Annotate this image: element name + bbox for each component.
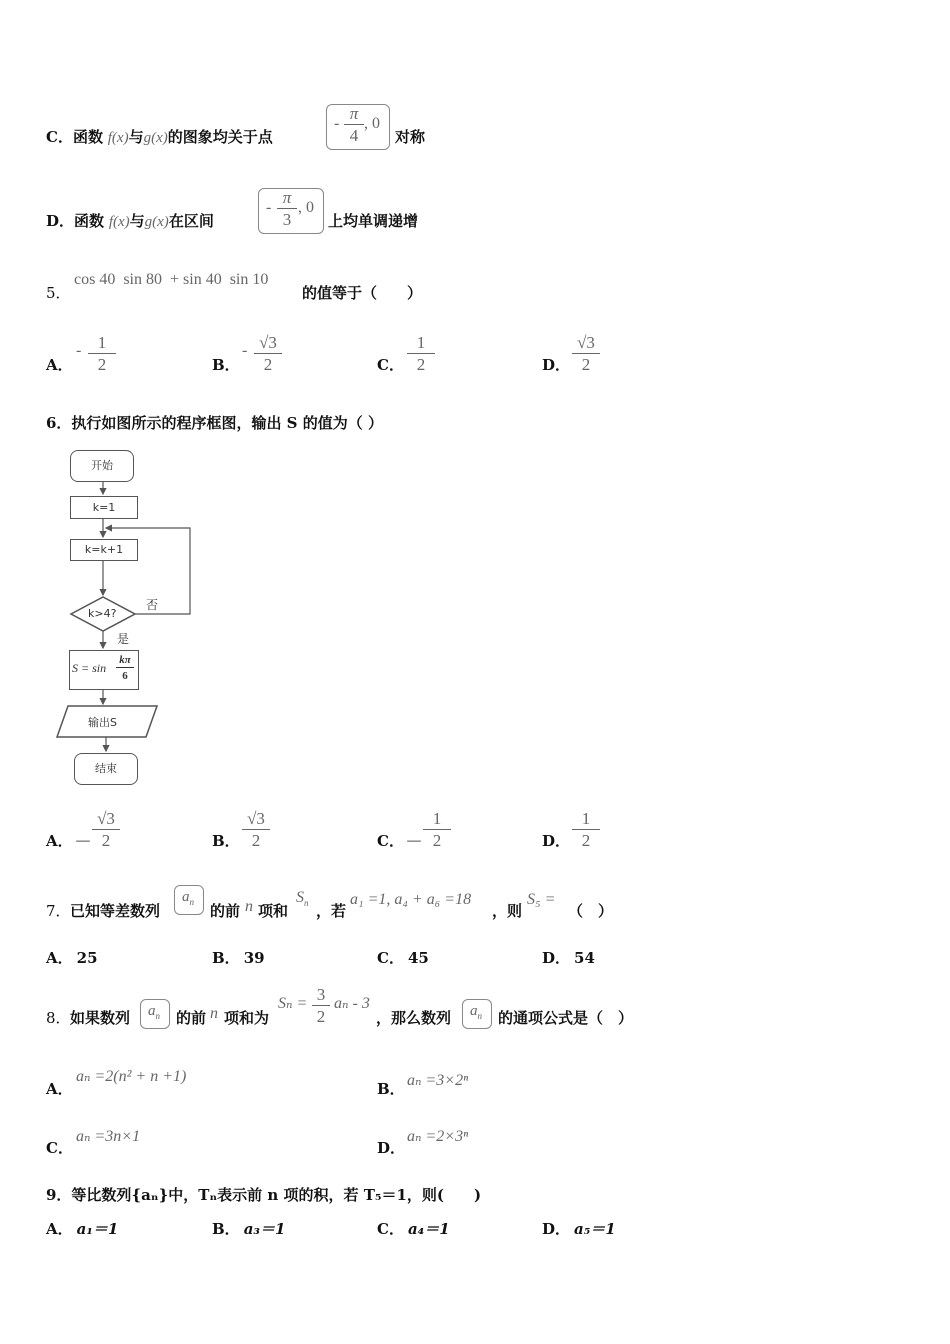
q6-option-sign: － — [74, 832, 92, 853]
flow-increment: k=k+1 — [70, 539, 138, 561]
q4-option-c: C．函数 f(x)与g(x)的图象均关于点 — [46, 128, 273, 146]
q5-option-sign: - — [242, 342, 248, 359]
q8-option-expr: aₙ =2(n² + n +1) — [76, 1068, 187, 1085]
q6-option-label: C． — [377, 832, 404, 850]
q7-text3: 项和 — [258, 902, 289, 920]
flow-output: 输出S — [88, 716, 117, 729]
q5-option-fraction: $\frac{√3}{2}$ — [254, 333, 282, 376]
q5-option-label: A． — [46, 356, 73, 374]
q8-text5: 的通项公式是（ ） — [498, 1009, 634, 1027]
q8-option-label: B． — [377, 1080, 405, 1098]
q4d-frac: $\frac{\pi}{3}$ — [277, 188, 297, 231]
flow-no-label: 否 — [146, 598, 159, 612]
q7-option: B． 39 — [212, 949, 265, 967]
flow-init: k=1 — [70, 496, 138, 519]
q7-number: 7． — [46, 902, 71, 920]
q5-tail: 的值等于（ ） — [302, 284, 423, 302]
q8-text2: 的前 — [176, 1009, 207, 1027]
q4c-frac: $\frac{\pi}{4}$ — [344, 104, 364, 147]
q7-option: C． 45 — [377, 949, 429, 967]
q7-n: n — [245, 898, 253, 915]
q8-Sn: Sₙ = — [278, 995, 308, 1012]
q8-seq-2: $a_n$ — [470, 1003, 482, 1021]
flow-yes-label: 是 — [117, 632, 130, 646]
q7-Sn: $S_n$ — [296, 889, 309, 909]
q8-seq: $a_n$ — [148, 1003, 160, 1021]
q6-option-label: D． — [542, 832, 571, 850]
q6-option-label: B． — [212, 832, 240, 850]
q5-expression: cos 40 sin 80 + sin 40 sin 10 — [74, 271, 269, 288]
q7-condition: a₁ =1, a₄ + a₆ =18 — [350, 891, 472, 908]
q4d-rest: , 0 — [298, 199, 314, 216]
q4-option-d: D．函数 f(x)与g(x)在区间 — [46, 212, 214, 230]
q8-option-label: C． — [46, 1139, 73, 1157]
flow-assign: S = sin kπ 6 — [69, 650, 139, 690]
q5-option-label: D． — [542, 356, 571, 374]
q7-text2: 的前 — [210, 902, 241, 920]
q8-option-expr: aₙ =2×3ⁿ — [407, 1128, 469, 1145]
q8-n: n — [210, 1005, 218, 1022]
q8-text3: 项和为 — [224, 1009, 270, 1027]
q4d-tail: 上均单调递增 — [328, 212, 419, 230]
q8-text1: 如果数列 — [70, 1009, 131, 1027]
q8-number: 8． — [46, 1009, 71, 1027]
q4c-rest: , 0 — [364, 115, 380, 132]
q5-option-sign: - — [76, 342, 82, 359]
q9-option: B． a₃＝1 — [212, 1220, 286, 1238]
q6-option-fraction: $\frac{1}{2}$ — [423, 809, 451, 852]
q6-option-sign: － — [405, 832, 423, 853]
q5-option-label: C． — [377, 356, 404, 374]
q5-option-fraction: $\frac{1}{2}$ — [88, 333, 116, 376]
q9-stem: 9．等比数列{aₙ}中，Tₙ表示前 n 项的积，若 T₅＝1，则( ) — [46, 1186, 482, 1204]
q7-text4: ，若 — [316, 902, 347, 920]
q5-option-fraction: $\frac{1}{2}$ — [407, 333, 435, 376]
q7-seq: $a_n$ — [182, 889, 194, 907]
q4c-tail: 对称 — [395, 128, 426, 146]
flow-condition: k>4? — [88, 607, 117, 620]
q5-option-fraction: $\frac{√3}{2}$ — [572, 333, 600, 376]
q6-option-fraction: $\frac{√3}{2}$ — [242, 809, 270, 852]
q5-number: 5． — [46, 284, 71, 302]
q6-stem: 6．执行如图所示的程序框图，输出 S 的值为（ ） — [46, 414, 383, 432]
flow-end: 结束 — [74, 753, 138, 785]
q8-text4: ，那么数列 — [376, 1009, 452, 1027]
q9-option: D． a₅＝1 — [542, 1220, 616, 1238]
q7-text5: ，则 — [492, 902, 523, 920]
q7-text1: 已知等差数列 — [70, 902, 161, 920]
q8-option-label: D． — [377, 1139, 406, 1157]
q6-option-label: A． — [46, 832, 73, 850]
q7-option: A． 25 — [46, 949, 98, 967]
q5-option-label: B． — [212, 356, 240, 374]
q8-option-expr: aₙ =3×2ⁿ — [407, 1072, 469, 1089]
q7-S5: S₅ = — [527, 891, 556, 908]
q6-option-fraction: $\frac{1}{2}$ — [572, 809, 600, 852]
q9-option: A． a₁＝1 — [46, 1220, 119, 1238]
q8-frac: $\frac{3}{2}$ — [312, 985, 330, 1028]
q8-option-label: A． — [46, 1080, 73, 1098]
q4c-sign: - — [334, 115, 340, 132]
q8-rest: aₙ - 3 — [334, 995, 370, 1012]
q4d-sign: - — [266, 199, 272, 216]
q6-option-fraction: $\frac{√3}{2}$ — [92, 809, 120, 852]
q8-option-expr: aₙ =3n×1 — [76, 1128, 141, 1145]
q7-text6: （ ） — [568, 902, 614, 920]
q9-option: C． a₄＝1 — [377, 1220, 450, 1238]
flow-start: 开始 — [70, 450, 134, 482]
q7-option: D． 54 — [542, 949, 595, 967]
